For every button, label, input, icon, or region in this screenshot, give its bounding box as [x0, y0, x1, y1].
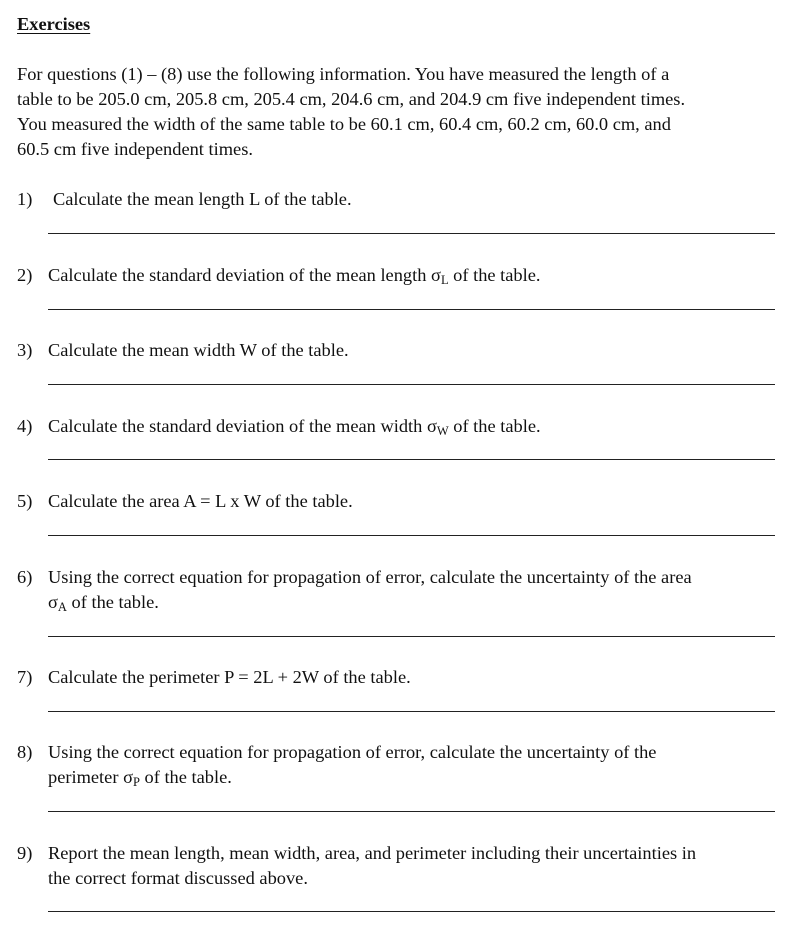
- sigma-symbol: σ: [123, 767, 133, 787]
- question-text-line: Calculate the area A = L x W of the table.: [48, 491, 353, 511]
- question-number: 9): [17, 843, 33, 863]
- question-text: [48, 263, 541, 290]
- question-text-line: Calculate the mean width W of the table.: [48, 340, 349, 360]
- question-text-part: of the table.: [448, 416, 541, 436]
- question-text: [48, 740, 656, 792]
- question-text-line: the correct format discussed above.: [48, 868, 308, 888]
- answer-line-4[interactable]: [48, 459, 775, 460]
- answer-line-5[interactable]: [48, 535, 775, 536]
- intro-line: You measured the width of the same table to be 60.1 cm, 60.4 cm, 60.2 cm, 60.0 cm, and: [17, 114, 671, 134]
- question-text-part: perimeter: [48, 767, 124, 787]
- intro-paragraph: [17, 62, 797, 162]
- question-text-line: [48, 765, 656, 792]
- sigma-subscript: L: [440, 273, 449, 287]
- question-number: 6): [17, 567, 33, 587]
- sigma-symbol: σ: [426, 416, 437, 436]
- question-text-line: [48, 590, 692, 617]
- question-text-part: of the table.: [66, 592, 159, 612]
- intro-line: 60.5 cm five independent times.: [17, 139, 253, 159]
- question-number: 3): [17, 340, 33, 360]
- question-text: [48, 489, 353, 514]
- answer-line-8[interactable]: [48, 811, 775, 812]
- answer-line-3[interactable]: [48, 384, 775, 385]
- answer-line-9[interactable]: [48, 911, 775, 912]
- question-text: [48, 665, 411, 690]
- intro-line: table to be 205.0 cm, 205.8 cm, 205.4 cm, 204.6 cm, and 204.9 cm five independent times.: [17, 89, 686, 109]
- question-number: 2): [17, 265, 33, 285]
- question-text-line: Calculate the perimeter P = 2L + 2W of the table.: [48, 667, 411, 687]
- exercises-heading: Exercises: [17, 14, 91, 34]
- question-text-line: Calculate the mean length L of the table.: [53, 189, 352, 209]
- question-text-part: Calculate the standard deviation of the mean width: [48, 416, 427, 436]
- question-text: [48, 565, 692, 617]
- sigma-subscript: P: [132, 775, 140, 789]
- question-number: 7): [17, 667, 33, 687]
- question-text: [48, 414, 541, 441]
- question-text-line: Report the mean length, mean width, area, and perimeter including their uncertainties in: [48, 843, 697, 863]
- answer-line-1[interactable]: [48, 233, 775, 234]
- question-text-line: [48, 414, 541, 441]
- answer-line-7[interactable]: [48, 711, 775, 712]
- question-text-part: of the table.: [139, 767, 232, 787]
- question-text: [48, 338, 349, 363]
- question-text-line: Using the correct equation for propagation of error, calculate the uncertainty of the: [48, 742, 657, 762]
- question-number: 8): [17, 742, 33, 762]
- sigma-symbol: σ: [48, 592, 58, 612]
- question-number: 1): [17, 189, 33, 209]
- question-number: 5): [17, 491, 33, 511]
- sigma-subscript: A: [57, 600, 67, 614]
- intro-line: For questions (1) – (8) use the following information. You have measured the length of a: [17, 64, 670, 84]
- question-text-part: of the table.: [448, 265, 541, 285]
- question-text-line: Using the correct equation for propagation of error, calculate the uncertainty of the area: [48, 567, 692, 587]
- question-text-part: Calculate the standard deviation of the mean length: [48, 265, 432, 285]
- question-text: [48, 841, 696, 891]
- question-number: 4): [17, 416, 33, 436]
- sigma-symbol: σ: [431, 265, 441, 285]
- sigma-subscript: W: [436, 424, 449, 438]
- answer-line-2[interactable]: [48, 309, 775, 310]
- question-text: [53, 187, 352, 212]
- question-text-line: [48, 263, 541, 290]
- answer-line-6[interactable]: [48, 636, 775, 637]
